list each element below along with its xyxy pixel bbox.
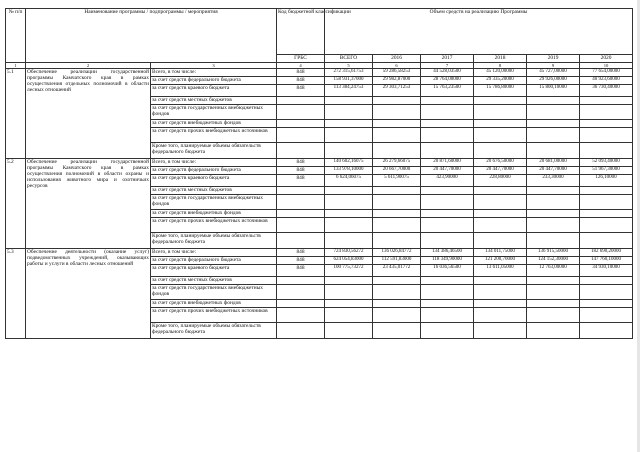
funding-source: за счет средств прочих внебюджетных источников <box>151 308 277 323</box>
year-value: 112 591,83000 <box>373 257 421 265</box>
year-value <box>421 195 474 210</box>
year-value <box>421 105 474 120</box>
year-value: 52 093,40000 <box>580 159 633 167</box>
section-number: 5.3 <box>6 249 26 339</box>
total-value <box>325 97 373 105</box>
funding-source: Кроме того, планируемые объемы обязательств федерального бюджета <box>151 143 277 159</box>
year-value: 29 303,71253 <box>373 85 421 97</box>
grbs-code <box>277 97 325 105</box>
total-value: 624 054,83000 <box>325 257 373 265</box>
year-value <box>474 308 527 323</box>
year-value: 118 349,90000 <box>421 257 474 265</box>
year-value: 45 727,00000 <box>527 69 580 77</box>
year-value: 51 967,30000 <box>580 167 633 175</box>
year-value <box>421 233 474 249</box>
program-funding-table <box>5 8 633 339</box>
year-value <box>373 210 421 218</box>
year-value: 29 926,00000 <box>527 77 580 85</box>
year-value: 134 011,75000 <box>474 249 527 257</box>
year-value <box>421 187 474 195</box>
year-value: 136 026,84772 <box>373 249 421 257</box>
section-name: Обеспечение реализации государственной программы Камчатского края в рамках осуществления полномочий в области охраны и использования животного мира и охотничьих ресурсов <box>26 159 151 249</box>
funding-source: за счет средств прочих внебюджетных источников <box>151 128 277 143</box>
grbs-code <box>277 128 325 143</box>
year-value: 20 447,70000 <box>421 167 474 175</box>
year-value: 20 447,70000 <box>474 167 527 175</box>
year-value: 29 335,20000 <box>474 77 527 85</box>
year-value <box>373 285 421 300</box>
year-value <box>373 120 421 128</box>
year-value: 20 667,70000 <box>373 167 421 175</box>
total-value <box>325 128 373 143</box>
total-value: 158 931,37000 <box>325 77 373 85</box>
year-value <box>527 120 580 128</box>
funding-source: за счет средств краевого бюджета <box>151 85 277 97</box>
year-value <box>527 218 580 233</box>
year-value <box>527 97 580 105</box>
year-value: 12 763,00000 <box>527 265 580 277</box>
year-value <box>474 218 527 233</box>
year-value: 36 730,40000 <box>580 85 633 97</box>
year-value: 124 152,30000 <box>527 257 580 265</box>
year-value: 121 200,70000 <box>474 257 527 265</box>
total-value <box>325 120 373 128</box>
table-row <box>6 249 633 257</box>
year-value <box>421 218 474 233</box>
year-value <box>527 285 580 300</box>
funding-source: за счет средств федерального бюджета <box>151 77 277 85</box>
year-value <box>373 187 421 195</box>
year-value <box>373 97 421 105</box>
year-value: 26 279,66075 <box>373 159 421 167</box>
year-value: 20 681,00000 <box>527 159 580 167</box>
year-value: 126,10000 <box>580 175 633 187</box>
funding-source: Всего, в том числе: <box>151 159 277 167</box>
year-value <box>474 187 527 195</box>
year-value: 45 120,00000 <box>474 69 527 77</box>
year-value <box>421 277 474 285</box>
year-value: 28 764,00000 <box>421 77 474 85</box>
grbs-code: 848 <box>277 249 325 257</box>
funding-source: за счет средств государственных внебюджетных фондов <box>151 285 277 300</box>
funding-source: за счет средств государственных внебюджетных фондов <box>151 195 277 210</box>
year-value <box>527 210 580 218</box>
column-index: 7 <box>421 63 474 69</box>
year-value <box>373 233 421 249</box>
year-value <box>474 323 527 339</box>
year-value: 59 286,58253 <box>373 69 421 77</box>
header-code: Код бюджетной классификации <box>277 9 325 55</box>
grbs-code <box>277 277 325 285</box>
year-value <box>527 323 580 339</box>
total-value <box>325 308 373 323</box>
grbs-code <box>277 233 325 249</box>
total-value <box>325 218 373 233</box>
grbs-code: 848 <box>277 85 325 97</box>
total-value: 272 315,61753 <box>325 69 373 77</box>
funding-source: за счет средств краевого бюджета <box>151 265 277 277</box>
header-grbs: ГРБС <box>277 55 325 63</box>
funding-source: за счет средств федерального бюджета <box>151 167 277 175</box>
grbs-code <box>277 120 325 128</box>
year-value <box>527 308 580 323</box>
year-value <box>373 323 421 339</box>
year-value: 77 654,00000 <box>580 69 633 77</box>
column-index: 6 <box>373 63 421 69</box>
column-index: 9 <box>527 63 580 69</box>
year-value <box>527 143 580 159</box>
section-number: 5.2 <box>6 159 26 249</box>
funding-source: Кроме того, планируемые объемы обязательств федерального бюджета <box>151 323 277 339</box>
grbs-code: 848 <box>277 167 325 175</box>
year-value <box>580 195 633 210</box>
year-value <box>527 300 580 308</box>
grbs-code: 848 <box>277 257 325 265</box>
year-value: 233,30000 <box>527 175 580 187</box>
year-value: 15 763,23500 <box>421 85 474 97</box>
funding-source: за счет средств местных бюджетов <box>151 187 277 195</box>
grbs-code: 848 <box>277 77 325 85</box>
funding-source: за счет средств местных бюджетов <box>151 97 277 105</box>
year-value <box>474 195 527 210</box>
header-name: Наименование программы / подпрограммы / мероприятия <box>26 9 277 63</box>
column-index: 8 <box>474 63 527 69</box>
year-value: 15 800,10000 <box>527 85 580 97</box>
total-value <box>325 195 373 210</box>
grbs-code <box>277 285 325 300</box>
grbs-code <box>277 105 325 120</box>
year-value <box>474 210 527 218</box>
header-year: 2018 <box>474 55 527 63</box>
year-value <box>373 277 421 285</box>
table-row <box>6 69 633 77</box>
header-year: 2019 <box>527 55 580 63</box>
funding-source: за счет средств краевого бюджета <box>151 175 277 187</box>
year-value: 44 528,03500 <box>421 69 474 77</box>
year-value: 29 982,87000 <box>373 77 421 85</box>
column-index: 2 <box>26 63 151 69</box>
year-value <box>474 285 527 300</box>
year-value: 5 611,90075 <box>373 175 421 187</box>
year-value <box>373 143 421 159</box>
year-value <box>474 277 527 285</box>
header-year: 2017 <box>421 55 474 63</box>
year-value <box>373 105 421 120</box>
year-value <box>580 308 633 323</box>
total-value <box>325 323 373 339</box>
funding-source: за счет средств внебюджетных фондов <box>151 120 277 128</box>
grbs-code: 848 <box>277 175 325 187</box>
year-value <box>474 120 527 128</box>
year-value <box>580 300 633 308</box>
year-value <box>580 323 633 339</box>
total-value: 724 830,56272 <box>325 249 373 257</box>
total-value <box>325 210 373 218</box>
column-index: 5 <box>325 63 373 69</box>
grbs-code: 848 <box>277 159 325 167</box>
year-value: 34 930,10000 <box>580 265 633 277</box>
year-value: 147 760,10000 <box>580 257 633 265</box>
grbs-code <box>277 195 325 210</box>
year-value: 423,90000 <box>421 175 474 187</box>
year-value <box>474 300 527 308</box>
year-value <box>421 210 474 218</box>
grbs-code: 848 <box>277 69 325 77</box>
column-index: 10 <box>580 63 633 69</box>
grbs-code <box>277 300 325 308</box>
year-value <box>474 105 527 120</box>
year-value: 15 786,80000 <box>474 85 527 97</box>
year-value: 40 923,60000 <box>580 77 633 85</box>
year-value <box>580 105 633 120</box>
grbs-code: 848 <box>277 265 325 277</box>
total-value <box>325 300 373 308</box>
year-value <box>580 277 633 285</box>
year-value: 136 915,50000 <box>527 249 580 257</box>
total-value <box>325 105 373 120</box>
total-value <box>325 285 373 300</box>
funding-source: за счет средств прочих внебюджетных источников <box>151 218 277 233</box>
total-value: 133 978,10000 <box>325 167 373 175</box>
year-value <box>373 300 421 308</box>
total-value: 6 624,06075 <box>325 175 373 187</box>
grbs-code <box>277 143 325 159</box>
funding-source: Всего, в том числе: <box>151 69 277 77</box>
year-value <box>580 210 633 218</box>
year-value <box>421 97 474 105</box>
grbs-code <box>277 210 325 218</box>
year-value: 20 447,70000 <box>527 167 580 175</box>
year-value <box>373 308 421 323</box>
grbs-code <box>277 187 325 195</box>
year-value <box>527 195 580 210</box>
total-value <box>325 233 373 249</box>
section-name: Обеспечение деятельности (оказание услуг) подведомственных учреждений, оказывающих работы и услуги в области лесных отношений <box>26 249 151 339</box>
year-value: 20 676,50000 <box>474 159 527 167</box>
year-value <box>527 128 580 143</box>
total-value <box>325 143 373 159</box>
header-year: 2016 <box>373 55 421 63</box>
year-value <box>474 128 527 143</box>
year-value: 16 036,56500 <box>421 265 474 277</box>
year-value: 228,80000 <box>474 175 527 187</box>
year-value <box>527 187 580 195</box>
year-value <box>421 300 474 308</box>
funding-source: за счет средств внебюджетных фондов <box>151 210 277 218</box>
funding-source: Кроме того, планируемые объемы обязательств федерального бюджета <box>151 233 277 249</box>
year-value <box>580 187 633 195</box>
header-year: 2020 <box>580 55 633 63</box>
year-value <box>580 97 633 105</box>
year-value <box>527 105 580 120</box>
year-value: 182 690,20000 <box>580 249 633 257</box>
funding-source: за счет средств государственных внебюджетных фондов <box>151 105 277 120</box>
year-value: 23 435,01772 <box>373 265 421 277</box>
year-value <box>580 120 633 128</box>
year-value <box>373 128 421 143</box>
funding-source: за счет средств федерального бюджета <box>151 257 277 265</box>
table-row <box>6 159 633 167</box>
column-index: 4 <box>277 63 325 69</box>
column-index: 1 <box>6 63 26 69</box>
year-value <box>421 285 474 300</box>
grbs-code <box>277 218 325 233</box>
total-value: 100 775,73272 <box>325 265 373 277</box>
grbs-code <box>277 323 325 339</box>
year-value <box>474 97 527 105</box>
year-value <box>580 143 633 159</box>
funding-source: Всего, в том числе: <box>151 249 277 257</box>
header-num: № п/п <box>6 9 26 63</box>
year-value: 13 611,05000 <box>474 265 527 277</box>
section-name: Обеспечение реализации государственной программы Камчатского края в рамках осуществления отдельных полномочий в области лесных отношений <box>26 69 151 159</box>
funding-source: за счет средств местных бюджетов <box>151 277 277 285</box>
year-value <box>580 285 633 300</box>
header-volume: Объем средств на реализацию Программы <box>325 9 633 55</box>
funding-source: за счет средств внебюджетных фондов <box>151 300 277 308</box>
year-value: 20 871,60000 <box>421 159 474 167</box>
year-value <box>373 195 421 210</box>
year-value <box>421 120 474 128</box>
total-value <box>325 187 373 195</box>
year-value <box>580 218 633 233</box>
year-value <box>421 308 474 323</box>
total-value <box>325 277 373 285</box>
year-value <box>474 233 527 249</box>
year-value <box>527 277 580 285</box>
year-value: 134 386,46500 <box>421 249 474 257</box>
year-value <box>421 143 474 159</box>
year-value <box>527 233 580 249</box>
grbs-code <box>277 308 325 323</box>
year-value <box>580 233 633 249</box>
year-value <box>373 218 421 233</box>
column-index: 3 <box>151 63 277 69</box>
header-total: ВСЕГО <box>325 55 373 63</box>
total-value: 140 602,16075 <box>325 159 373 167</box>
year-value <box>421 323 474 339</box>
year-value <box>580 128 633 143</box>
year-value <box>474 143 527 159</box>
year-value <box>421 128 474 143</box>
section-number: 5.1 <box>6 69 26 159</box>
total-value: 113 384,24753 <box>325 85 373 97</box>
